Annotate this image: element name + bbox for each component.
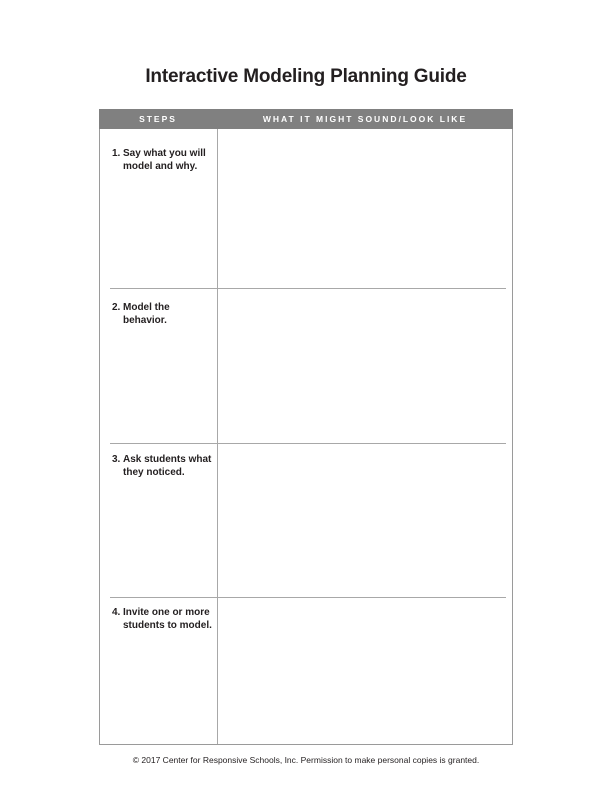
step-number: 1. [112, 148, 121, 159]
table-header [99, 109, 513, 129]
step-number: 2. [112, 302, 121, 313]
step-text: Invite one or more students to model. [123, 607, 212, 631]
header-steps: STEPS [139, 114, 177, 124]
planning-table [99, 109, 513, 745]
step-text: Ask students what they noticed. [123, 454, 212, 478]
row-divider [110, 288, 506, 289]
column-divider [217, 129, 218, 744]
step-text: Model the behavior. [123, 302, 170, 326]
page-title: Interactive Modeling Planning Guide [145, 66, 467, 87]
step-text: Say what you will model and why. [123, 148, 206, 172]
header-sound-look: WHAT IT MIGHT SOUND/LOOK LIKE [262, 114, 468, 124]
step-number: 3. [112, 454, 121, 465]
copyright-footer: © 2017 Center for Responsive Schools, Inc. Permission to make personal copies is granted. [132, 755, 480, 765]
step-number: 4. [112, 607, 121, 618]
row-divider [110, 443, 506, 444]
row-divider [110, 597, 506, 598]
